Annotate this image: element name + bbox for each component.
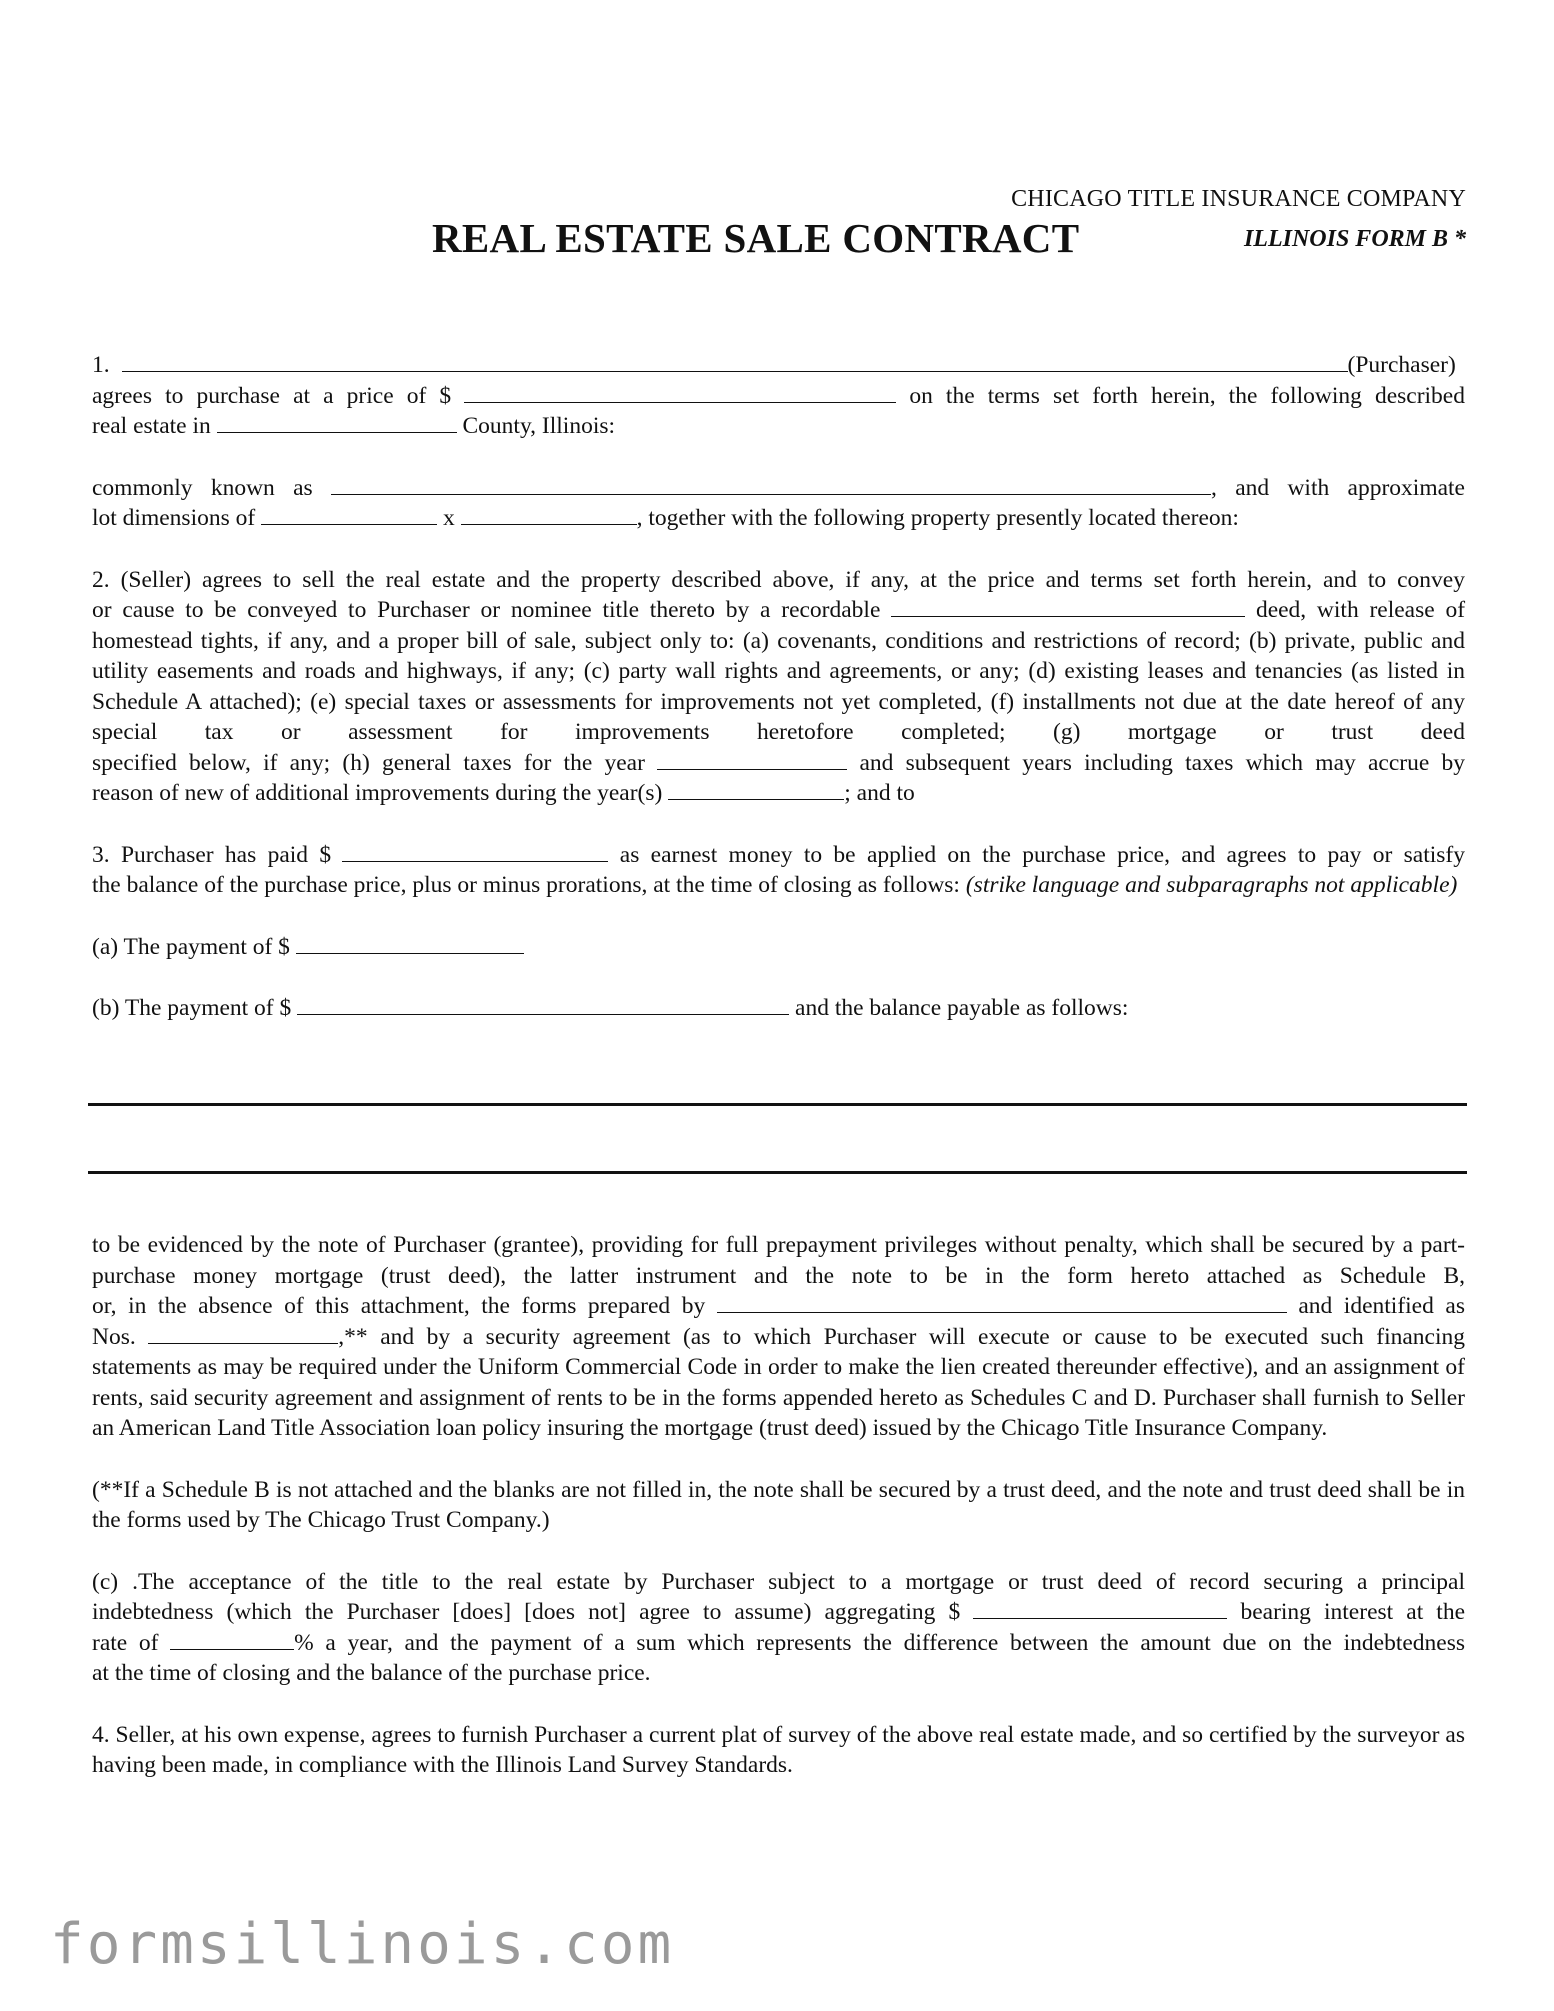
p3b-line3: or, in the absence of this attachment, the forms prepared by and identified as — [92, 1293, 1465, 1319]
schedule-b-note: (**If a Schedule B is not attached and the blanks are not filled in, the note shall be secured by a trust deed, and the note and trust deed shall be in the forms used by The Chicago Trust Company.) — [92, 1476, 1465, 1533]
document-title: REAL ESTATE SALE CONTRACT — [432, 215, 1080, 261]
p3b-body: to be evidenced by the note of Purchaser (grantee), providing for full prepayment privileges without penalty, which shall be secured by a part-purchase money mortgage (trust deed), the latter instrument and the note to be in the form hereto attached as Schedule B, — [92, 1232, 1465, 1289]
address-blank[interactable] — [331, 476, 1211, 495]
p1-line5: lot dimensions of x , together with the following property presently located thereon: — [92, 505, 1239, 531]
tax-year-blank[interactable] — [657, 751, 847, 770]
deed-type-blank[interactable] — [891, 598, 1245, 617]
balance-line-1[interactable] — [88, 1103, 1467, 1106]
contract-body-continued — [92, 1230, 1465, 1781]
pc-line2: indebtedness (which the Purchaser [does] [does not] agree to assume) aggregating $ bearing interest at the — [92, 1599, 1466, 1625]
p3-line2: the balance of the purchase price, plus or minus prorations, at the time of closing as follows: (strike language and subparagraphs not applicable) — [92, 872, 1458, 898]
interest-rate-blank[interactable] — [170, 1631, 294, 1650]
p2-body: homestead tights, if any, and a proper bill of sale, subject only to: (a) covenants, conditions and restrictions of record; (b) private, public and utility easements and roads and highways, if any; (c) party wall rights and agreements, or any; (d) existing leases and tenancies (as listed in Schedule A attached); (e) special taxes or assessments for improvements not yet completed, (f) installments not due at the date hereof of any special tax or assessment for improvements heretofore completed; (g) mortgage or trust deed — [92, 627, 1465, 745]
lot-width-blank[interactable] — [261, 506, 437, 525]
price-blank[interactable] — [464, 384, 896, 403]
lot-depth-blank[interactable] — [461, 506, 637, 525]
company-name: CHICAGO TITLE INSURANCE COMPANY — [1011, 186, 1466, 212]
payment-b-blank[interactable] — [297, 996, 789, 1015]
indebtedness-blank[interactable] — [973, 1600, 1227, 1619]
form-numbers-blank[interactable] — [148, 1325, 338, 1344]
p1-line2: agrees to purchase at a price of $ on the terms set forth herein, the following described — [92, 382, 1465, 409]
contract-body — [92, 350, 1465, 1024]
p3b-rest: statements as may be required under the Uniform Commercial Code in order to make the lien created thereunder effective), and an assignment of rents, said security agreement and assignment of rents to be in the forms appended hereto as Schedules C and D. Purchaser shall furnish to Seller an American Land Title Association loan policy insuring the mortgage (trust deed) issued by the Chicago Title Insurance Company. — [92, 1354, 1465, 1441]
earnest-money-blank[interactable] — [342, 843, 608, 862]
pc-line1: (c) .The acceptance of the title to the real estate by Purchaser subject to a mortgage or trust deed of record securing a principal — [92, 1568, 1465, 1595]
p2-line8: specified below, if any; (h) general taxes for the year and subsequent years including taxes which may accrue by — [92, 749, 1466, 776]
improvement-years-blank[interactable] — [668, 781, 844, 800]
p3-line1: 3. Purchaser has paid $ as earnest money to be applied on the purchase price, and agrees to pay or satisfy — [92, 841, 1465, 868]
pc-line4: at the time of closing and the balance of the purchase price. — [92, 1660, 651, 1686]
county-blank[interactable] — [217, 414, 457, 433]
p4: 4. Seller, at his own expense, agrees to furnish Purchaser a current plat of survey of the above real estate made, and so certified by the surveyor as having been made, in compliance with the Illinois Land Survey Standards. — [92, 1721, 1465, 1778]
p3b-line4: Nos. ,** and by a security agreement (as to which Purchaser will execute or cause to be executed such financing — [92, 1323, 1466, 1350]
balance-line-2[interactable] — [88, 1171, 1467, 1174]
p3a-line: (a) The payment of $ — [92, 932, 1465, 963]
p3b-line: (b) The payment of $ and the balance payable as follows: — [92, 995, 1129, 1021]
pc-line3: rate of % a year, and the payment of a sum which represents the difference between the amount due on the indebtedness — [92, 1629, 1466, 1656]
p2-line2: or cause to be conveyed to Purchaser or nominee title thereto by a recordable deed, with release of — [92, 597, 1466, 623]
p2-line9: reason of new of additional improvements during the year(s) ; and to — [92, 780, 915, 806]
p1-line1: 1. (Purchaser) — [92, 352, 1456, 378]
forms-preparer-blank[interactable] — [717, 1294, 1287, 1313]
p2-line1: 2. (Seller) agrees to sell the real estate and the property described above, if any, at the price and terms set forth herein, and to convey — [92, 566, 1465, 593]
form-id: ILLINOIS FORM B * — [1243, 226, 1466, 252]
p1-line4: commonly known as , and with approximate — [92, 474, 1465, 501]
payment-a-blank[interactable] — [296, 935, 524, 954]
purchaser-name-blank[interactable] — [122, 353, 1348, 372]
watermark: formsillinois.com — [50, 1912, 675, 1977]
p1-line3: real estate in County, Illinois: — [92, 413, 616, 439]
